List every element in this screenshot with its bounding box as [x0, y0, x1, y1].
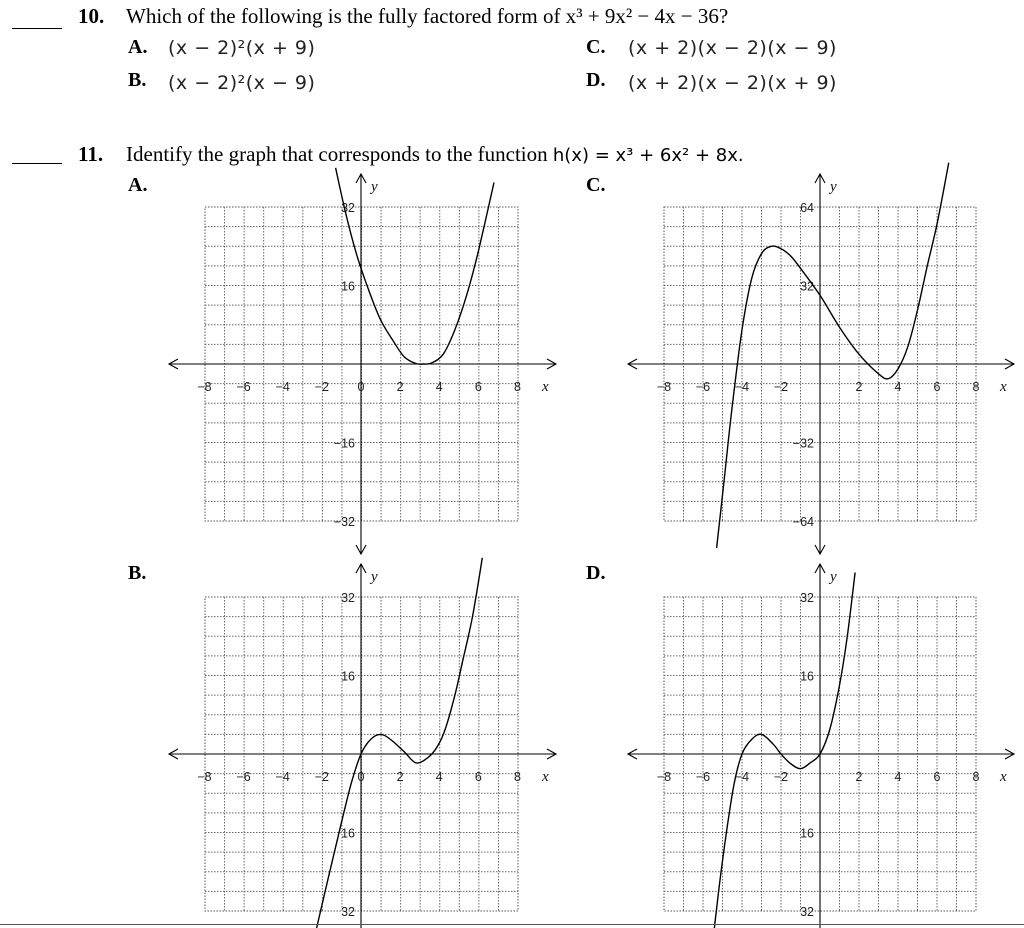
graph-b-x-tick-label: 0 — [357, 770, 365, 784]
graph-c-x-tick-label: 4 — [894, 380, 902, 394]
q11-number: 11. — [78, 142, 104, 166]
graph-b-x-tick-label: −6 — [236, 770, 251, 784]
q11-choice-a-letter[interactable]: A. — [128, 174, 148, 196]
graph-c-x-tick-label: 2 — [855, 380, 863, 394]
graph-a-y-tick-label: 16 — [341, 279, 355, 294]
page-bottom-rule — [0, 924, 1024, 925]
graph-d-x-label: x — [1000, 769, 1007, 785]
graph-c-x-tick-label: 6 — [933, 380, 941, 394]
q10-choice-a-letter: A. — [128, 36, 148, 58]
graph-d-x-tick-label: 2 — [855, 770, 863, 784]
graph-b-x-tick-label: −4 — [275, 770, 290, 784]
graph-a-x-tick-label: −4 — [275, 380, 290, 394]
graph-c-y-tick-label: 32 — [800, 279, 814, 294]
graph-d-y-tick-label: 32 — [800, 591, 814, 605]
graph-b-y-label: y — [371, 569, 378, 585]
graph-c-x-tick-label: −2 — [773, 380, 789, 394]
graph-c-y-label: y — [830, 179, 837, 195]
graph-a-x-label: x — [542, 379, 549, 395]
graph-a-y-tick-label: −16 — [333, 436, 355, 451]
q10-choice-d-text[interactable]: (x + 2)(x − 2)(x + 9) — [628, 72, 837, 94]
q10-choice-c-text[interactable]: (x + 2)(x − 2)(x − 9) — [628, 37, 837, 59]
graph-d-x-tick-label: −6 — [695, 770, 711, 784]
graph-d-x-tick-label: −2 — [773, 770, 789, 784]
graph-a-x-tick-label: 4 — [435, 380, 443, 394]
graph-d-y-tick-label: 16 — [800, 669, 814, 684]
graph-b-x-tick-label: 2 — [396, 770, 404, 784]
q10-choice-c-letter: C. — [586, 36, 606, 58]
graph-b-y-tick-label: 32 — [341, 905, 355, 919]
graph-b-x-tick-label: −2 — [314, 770, 330, 784]
graph-d-y-tick-label: 16 — [800, 826, 814, 841]
graph-b-x-tick-label: −8 — [197, 770, 212, 784]
graph-d-x-tick-label: 4 — [894, 770, 902, 784]
graph-b-x-tick-label: 8 — [514, 770, 521, 784]
graph-a-x-tick-label: 0 — [357, 380, 365, 394]
graph-c-x-tick-label: −8 — [656, 380, 672, 394]
q11-prompt-text: Identify the graph that corresponds to the function — [126, 142, 548, 166]
graph-a-y-tick-label: 32 — [341, 201, 355, 215]
graph-a-x-tick-label: 2 — [396, 380, 404, 394]
q10-number: 10. — [78, 4, 105, 28]
graph-c-y-tick-label: −64 — [792, 515, 814, 529]
graph-d-curve — [711, 573, 855, 928]
graph-a-x-tick-label: −8 — [197, 380, 212, 394]
graph-a-x-tick-label: −2 — [314, 380, 330, 394]
graph-b-y-tick-label: 32 — [341, 591, 355, 605]
graph-d-y-tick-label: 32 — [800, 905, 814, 919]
graph-b-x-label: x — [542, 769, 549, 785]
q11-function: h(x) = x³ + 6x² + 8x. — [552, 145, 744, 166]
q10-choice-b-letter: B. — [128, 69, 147, 91]
q11-choice-c-letter[interactable]: C. — [586, 174, 606, 196]
graph-a-x-tick-label: 8 — [514, 380, 521, 394]
graph-c-y-tick-label: −32 — [792, 436, 814, 451]
q10-prompt: Which of the following is the fully factored form of x³ + 9x² − 4x − 36? — [126, 4, 729, 28]
graph-b-x-tick-label: 6 — [474, 770, 482, 784]
graph-b-y-tick-label: 16 — [341, 669, 355, 684]
graph-d-x-tick-label: 8 — [972, 770, 980, 784]
graph-c-x-label: x — [1000, 379, 1007, 395]
graph-c-y-tick-label: 64 — [800, 201, 814, 215]
graph-d-x-tick-label: 6 — [933, 770, 941, 784]
graph-b-x-tick-label: 4 — [435, 770, 443, 784]
graph-c-x-tick-label: −4 — [734, 380, 750, 394]
q10-choice-b-text[interactable]: (x − 2)²(x − 9) — [168, 72, 316, 94]
q10-choice-d-letter: D. — [586, 69, 606, 91]
graph-d-y-label: y — [830, 569, 837, 585]
graph-b-y-tick-label: 16 — [341, 826, 355, 841]
q10-choice-a-text[interactable]: (x − 2)²(x + 9) — [168, 37, 316, 59]
graph-a-x-tick-label: 6 — [474, 380, 482, 394]
graph-a-y-tick-label: −32 — [333, 515, 355, 529]
graph-d-x-tick-label: −8 — [656, 770, 672, 784]
graph-d-x-tick-label: −4 — [734, 770, 750, 784]
graph-c-x-tick-label: 8 — [972, 380, 980, 394]
graph-a-x-tick-label: −6 — [236, 380, 251, 394]
q11-choice-b-letter[interactable]: B. — [128, 562, 147, 584]
graph-c-x-tick-label: −6 — [695, 380, 711, 394]
q11-choice-d-letter[interactable]: D. — [586, 562, 606, 584]
graph-a-y-label: y — [371, 179, 378, 195]
